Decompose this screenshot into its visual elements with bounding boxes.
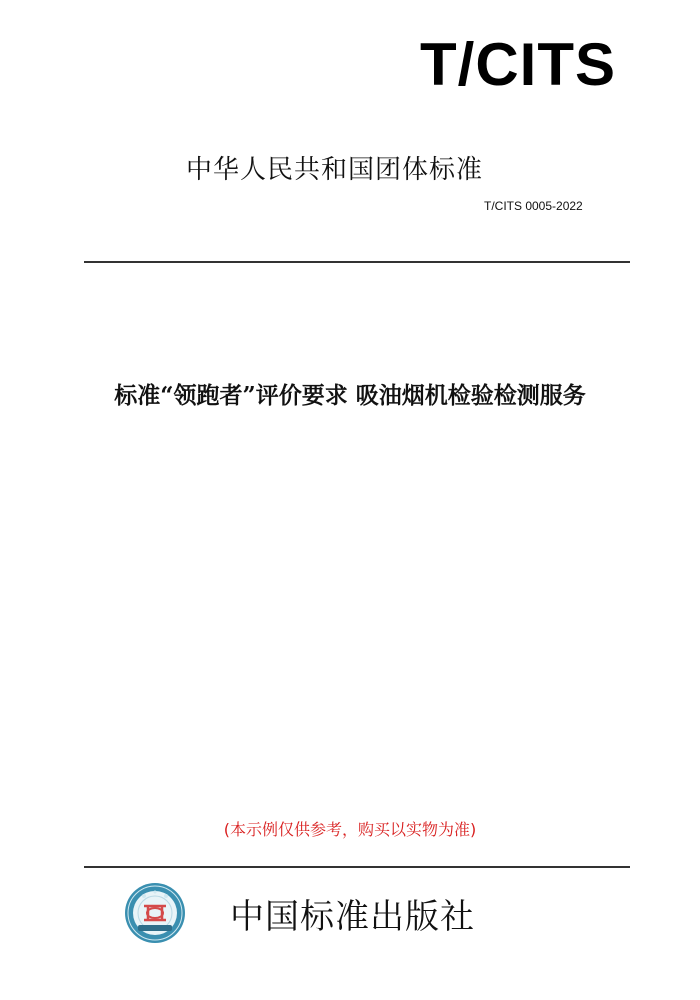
- standard-logo: T/CITS: [420, 31, 616, 98]
- bottom-divider: [84, 866, 630, 868]
- disclaimer-note: (本示例仅供参考，购买以实物为准): [223, 820, 477, 839]
- standard-category: 中华人民共和国团体标准: [186, 155, 484, 185]
- seal-graphic: [124, 882, 186, 944]
- document-title: 标准“领跑者”评价要求 吸油烟机检验检测服务: [114, 382, 586, 409]
- publisher-name: 中国标准出版社: [230, 897, 475, 937]
- top-divider: [84, 261, 630, 263]
- standard-number: T/CITS 0005-2022: [484, 199, 583, 213]
- anti-counterfeit-seal-icon: [124, 882, 186, 944]
